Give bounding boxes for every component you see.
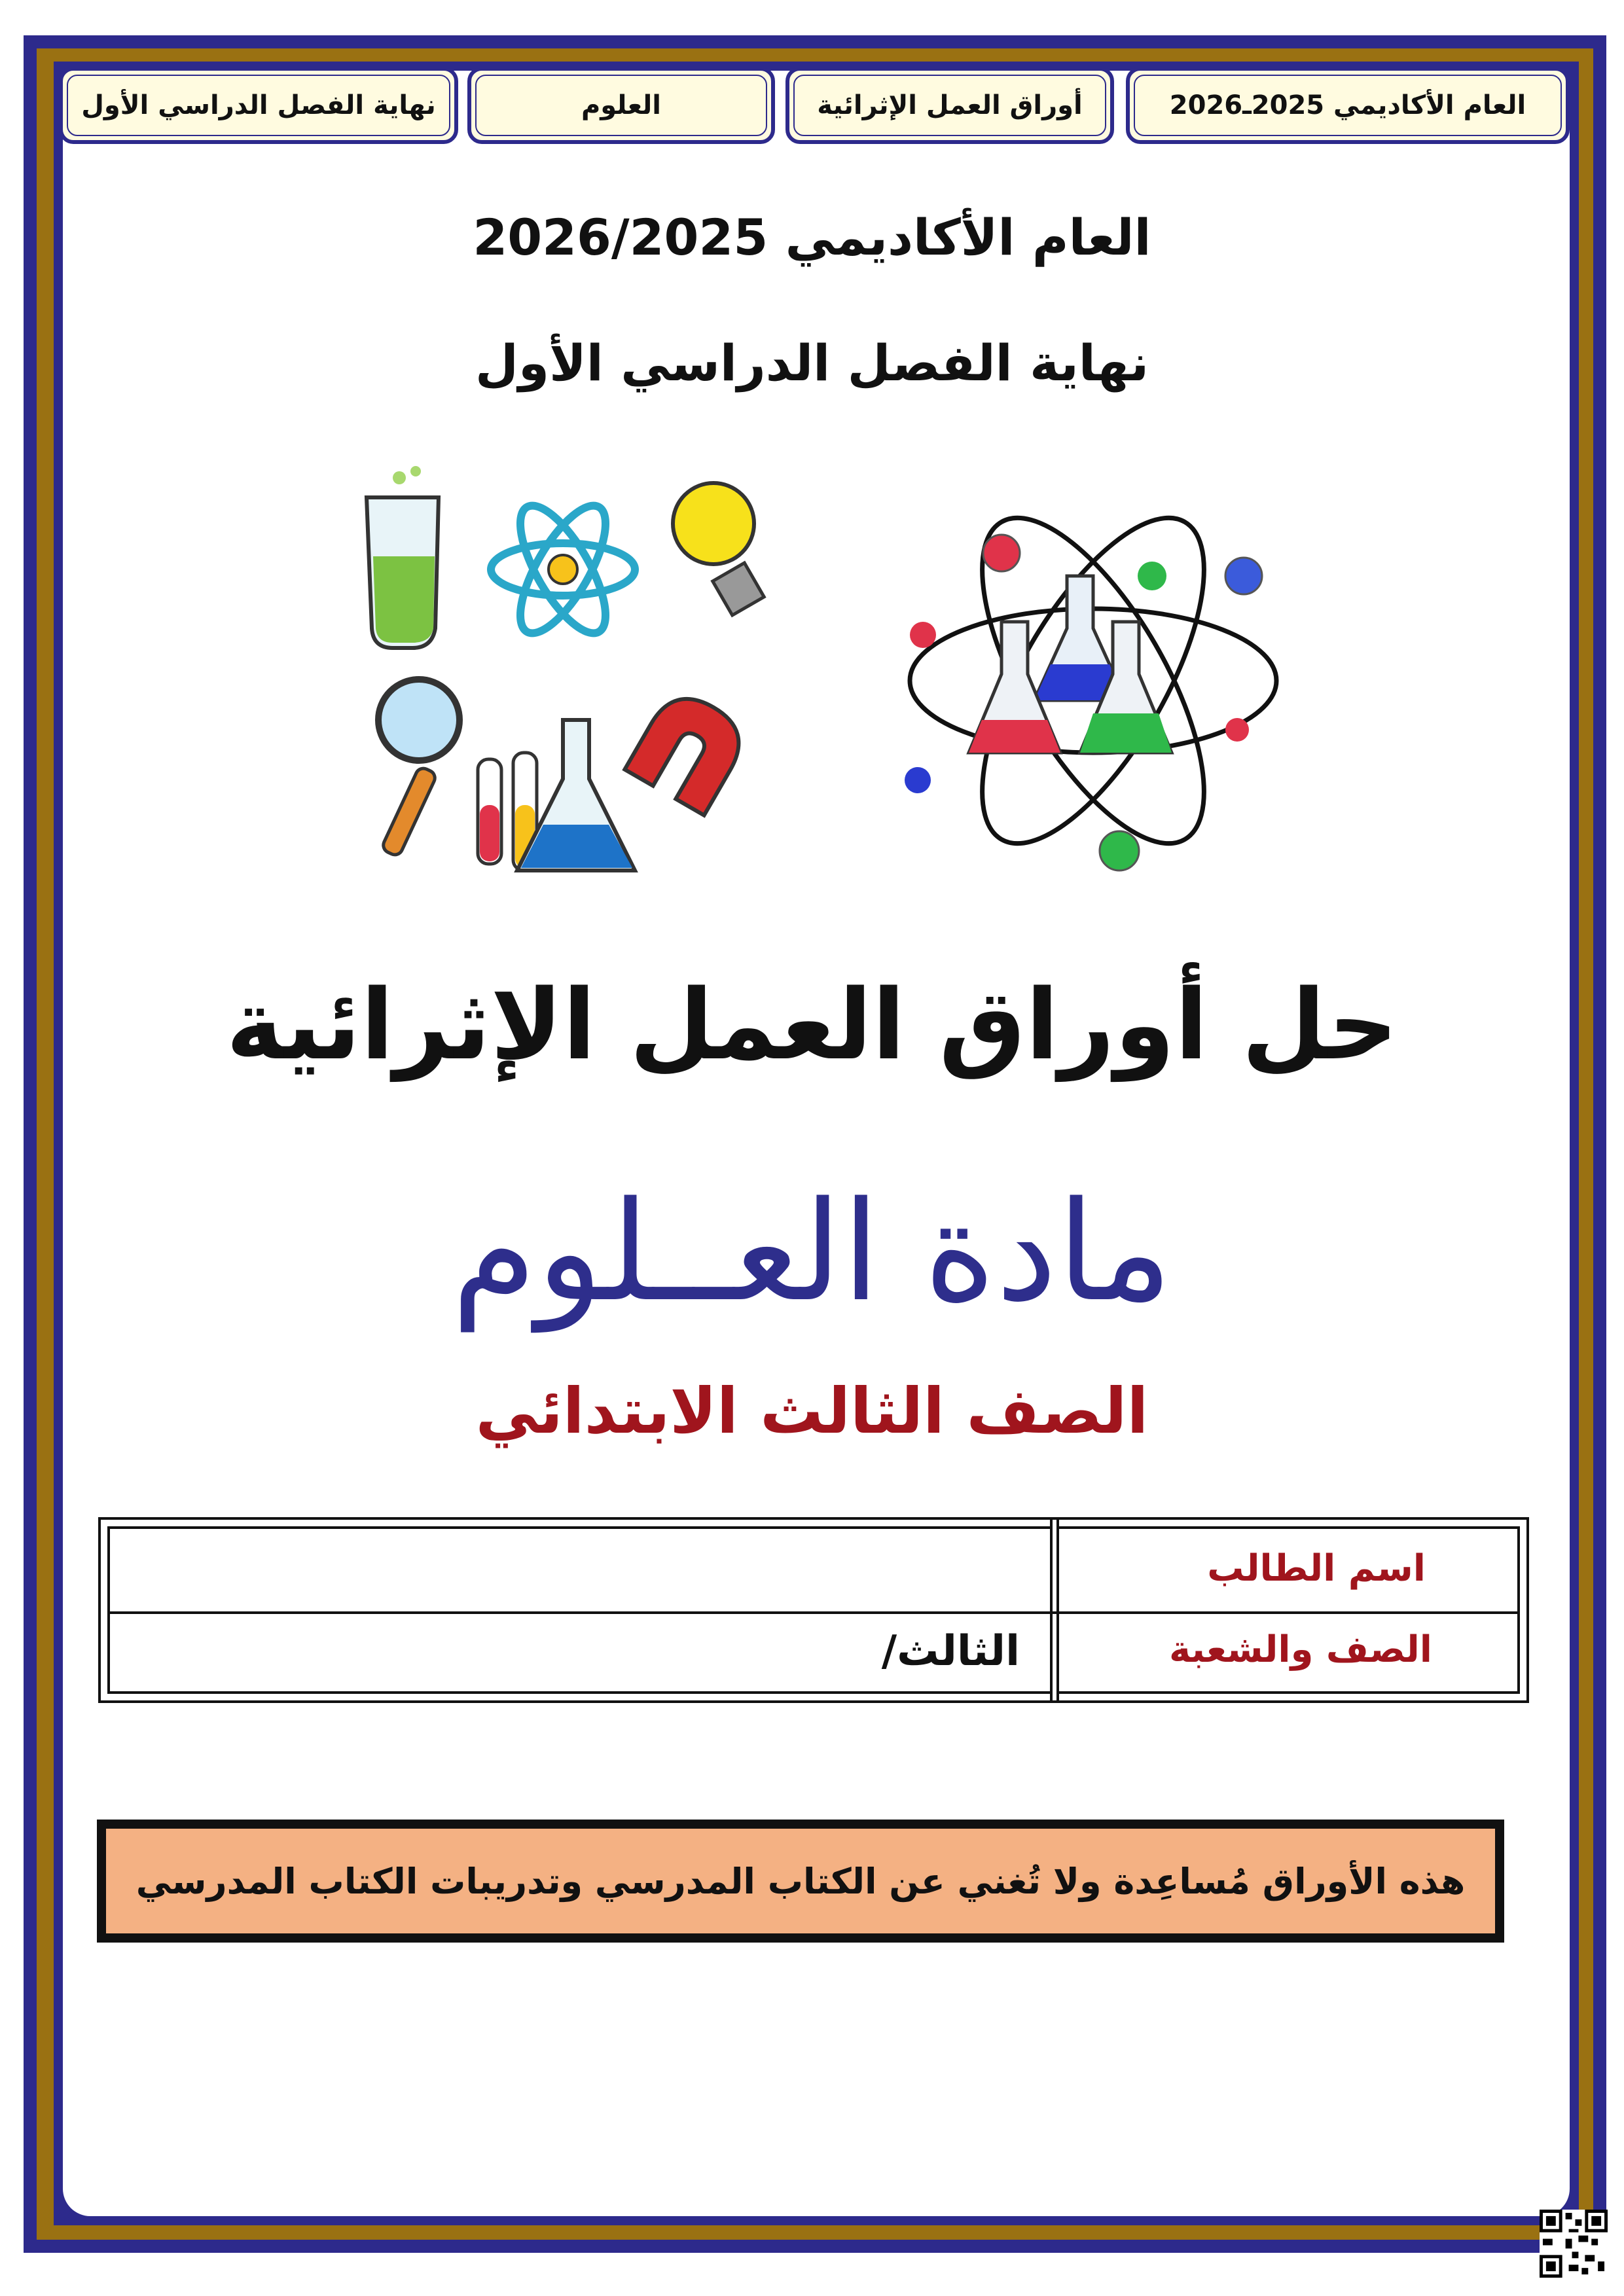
student-name-label: اسم الطالب (1207, 1547, 1426, 1590)
lightbulb-icon (673, 483, 764, 615)
class-section-label: الصف والشعبة (1168, 1628, 1432, 1671)
science-icons-cluster (353, 458, 772, 877)
magnifier-icon (378, 679, 460, 857)
subject-title: مادة العــلوم (451, 1172, 1173, 1332)
class-section-value: الثالث/ (881, 1627, 1020, 1676)
magnet-icon (624, 685, 753, 816)
header-semester: نهاية الفصل الدراسي الأول (59, 67, 458, 144)
beaker-icon (367, 466, 439, 648)
year-title: العام الأكاديمي 2026/2025 (473, 208, 1151, 266)
header-worksheets: أوراق العمل الإثرائية (785, 67, 1114, 144)
header-subject: العلوم (467, 67, 775, 144)
header-academic-year: العام الأكاديمي 2025ـ2026 (1126, 67, 1570, 144)
atom-icon (491, 494, 635, 645)
disclaimer-note: هذه الأوراق مُساعِدة ولا تُغني عن الكتاب المدرسي وتدريبات الكتاب المدرسي (97, 1820, 1504, 1943)
flasks-icon (478, 720, 635, 870)
student-info-table (98, 1517, 1529, 1703)
atom-flasks-icon (897, 478, 1290, 884)
semester-title: نهاية الفصل الدراسي الأول (475, 334, 1149, 392)
grade-title: الصف الثالث الابتدائي (475, 1374, 1149, 1448)
qr-code-icon (1540, 2210, 1608, 2278)
main-title: حل أوراق العمل الإثرائية (226, 969, 1398, 1081)
